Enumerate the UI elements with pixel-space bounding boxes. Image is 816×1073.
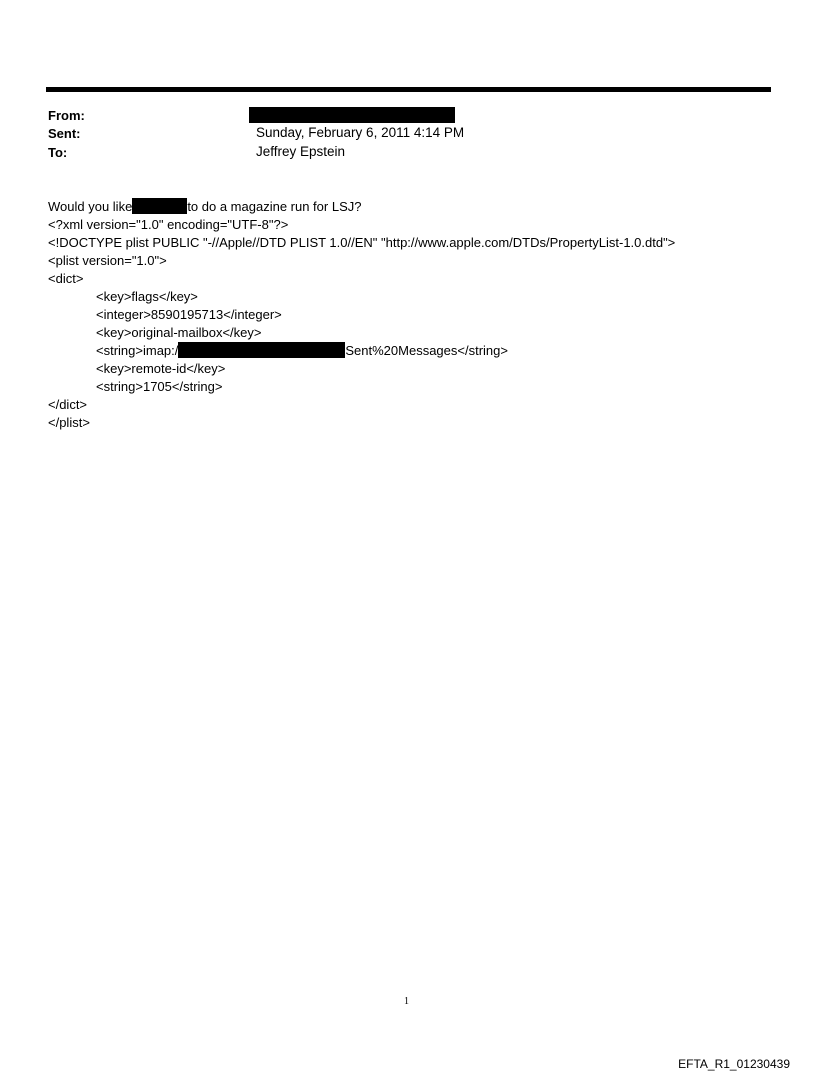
mailbox-string-line bbox=[48, 342, 788, 360]
to-value: Jeffrey Epstein bbox=[256, 144, 346, 159]
key-remote-id: <key>remote-id</key> bbox=[96, 361, 226, 376]
key-original-mailbox: <key>original-mailbox</key> bbox=[96, 325, 262, 340]
page-number: 1 bbox=[404, 996, 409, 1007]
to-label: To: bbox=[48, 145, 68, 160]
email-body bbox=[48, 198, 788, 432]
inline-redaction bbox=[132, 198, 187, 214]
sent-label: Sent: bbox=[48, 126, 81, 141]
body-text: to do a magazine run for LSJ? bbox=[187, 199, 362, 214]
plist-open: <plist version="1.0"> bbox=[48, 253, 167, 268]
dict-close: </dict> bbox=[48, 397, 88, 412]
body-text: Sent%20Messages</string> bbox=[345, 343, 508, 358]
inline-redaction bbox=[178, 342, 345, 358]
sent-value: Sunday, February 6, 2011 4:14 PM bbox=[256, 125, 465, 140]
header-rule bbox=[46, 87, 771, 92]
from-redaction bbox=[249, 107, 455, 123]
remote-id-value: <string>1705</string> bbox=[96, 379, 223, 394]
integer-value: <integer>8590195713</integer> bbox=[96, 307, 282, 322]
dict-open: <dict> bbox=[48, 271, 84, 286]
xml-declaration: <?xml version="1.0" encoding="UTF-8"?> bbox=[48, 217, 289, 232]
plist-close: </plist> bbox=[48, 415, 90, 430]
document-id: EFTA_R1_01230439 bbox=[678, 1057, 790, 1071]
from-label: From: bbox=[48, 108, 85, 123]
body-line bbox=[48, 198, 788, 216]
doctype-line: <!DOCTYPE plist PUBLIC "-//Apple//DTD PLIST 1.0//EN" "http://www.apple.com/DTDs/PropertyList-1.0.dtd"> bbox=[48, 235, 676, 250]
body-text: Would you like bbox=[48, 199, 133, 214]
body-text: <string>imap:/ bbox=[96, 343, 179, 358]
key-flags: <key>flags</key> bbox=[96, 289, 198, 304]
